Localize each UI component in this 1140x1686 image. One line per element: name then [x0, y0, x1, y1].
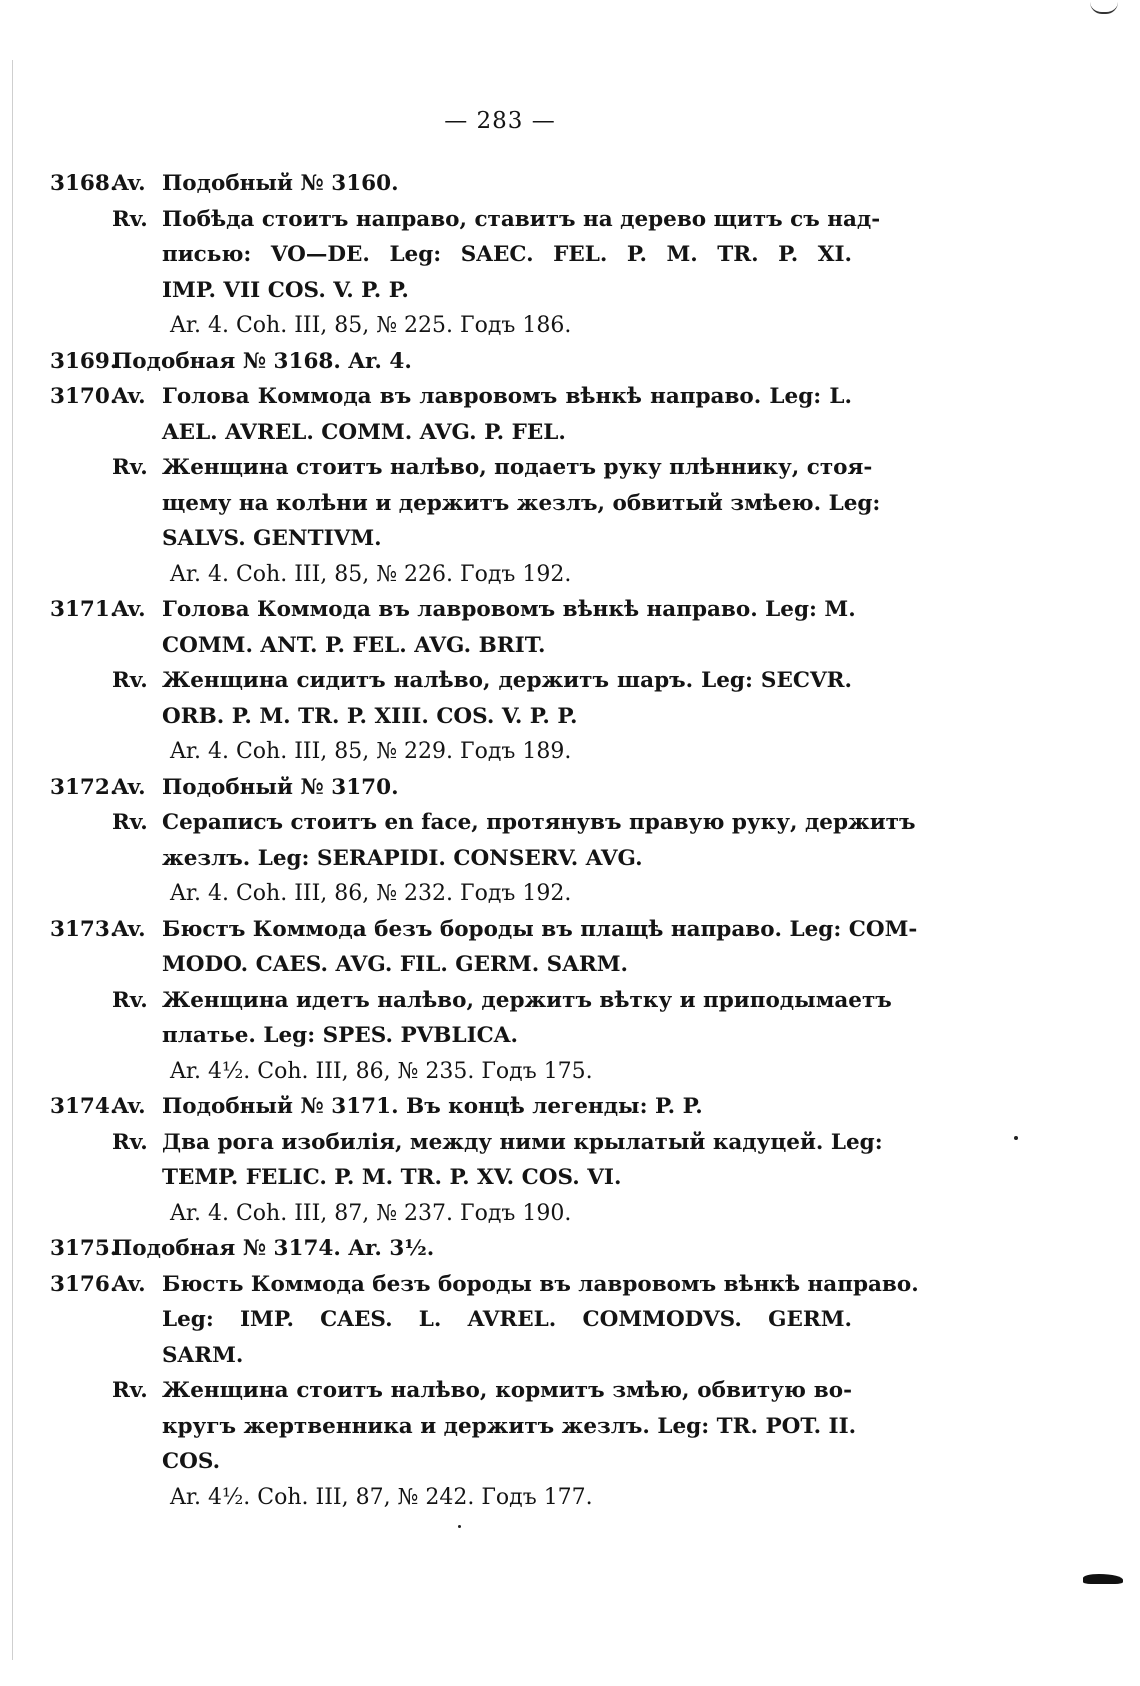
reference-text: Ar. 4. Coh. III, 85, № 225. Годъ 186. [170, 313, 572, 338]
description-text: кругъ жертвенника и держитъ жезлъ. Leg: TR. POT. II. [162, 1413, 857, 1439]
reverse-label: Rv. [112, 668, 148, 693]
description-text: Бюсть Коммода безъ бороды въ лавровомъ вѣнкѣ направо. [162, 1271, 919, 1297]
catalog-entry [50, 592, 856, 770]
catalog-entry [50, 770, 916, 912]
description-text: писью: VO—DE. Leg: SAEC. FEL. P. M. TR. P. XI. [162, 242, 852, 267]
description-text: щему на колѣни и держитъ жезлъ, обвитый змѣею. Leg: [162, 490, 881, 516]
entry-line [50, 1054, 850, 1090]
reference-text: Ar. 4. Coh. III, 87, № 237. Годъ 190. [170, 1200, 572, 1226]
description-text: Побѣда стоитъ направо, ставитъ на дерево щитъ съ над- [162, 206, 881, 232]
description-text: Женщина сидитъ налѣво, держитъ шаръ. Leg: SECVR. [162, 668, 852, 693]
catalog-entry [50, 1089, 883, 1231]
description-text: Женщина стоитъ налѣво, кормитъ змѣю, обвитую во- [162, 1378, 852, 1403]
reverse-label: Rv. [112, 987, 148, 1013]
obverse-label: Av. [112, 1271, 146, 1297]
entry-line [50, 1160, 850, 1196]
obverse-label: Av. [112, 774, 146, 800]
entry-line [50, 1373, 850, 1409]
entry-line [50, 1444, 850, 1480]
reference-text: Ar. 4. Coh. III, 85, № 226. Годъ 192. [170, 561, 572, 587]
entry-line [50, 1338, 850, 1374]
description-text: TEMP. FELIC. P. M. TR. P. XV. COS. VI. [162, 1165, 622, 1190]
description-text: Сераписъ стоитъ en face, протянувъ правую руку, держитъ [162, 810, 916, 835]
entry-number: 3174. [50, 1094, 118, 1119]
catalog-entry [50, 1231, 850, 1267]
description-text: SALVS. GENTIVM. [162, 526, 382, 551]
description-text: AEL. AVREL. COMM. AVG. P. FEL. [162, 419, 566, 445]
reverse-label: Rv. [112, 810, 148, 835]
entry-line [50, 912, 918, 948]
description-text: жезлъ. Leg: SERAPIDI. CONSERV. AVG. [162, 845, 643, 871]
entry-number: 3173. [50, 916, 118, 942]
entry-line [50, 947, 850, 983]
obverse-label: Av. [112, 1094, 146, 1119]
description-text: ORB. P. M. TR. P. XIII. COS. V. P. P. [162, 703, 578, 729]
entry-line [50, 1302, 850, 1338]
entry-line [50, 805, 916, 841]
entry-line [50, 841, 850, 877]
obverse-label: Av. [112, 597, 146, 622]
description-text: Два рога изобилія, между ними крылатый кадуцей. Leg: [162, 1129, 883, 1155]
entry-number: 3168. [50, 171, 118, 196]
entry-number: 3175. [50, 1236, 118, 1261]
description-text: COMM. ANT. P. FEL. AVG. BRIT. [162, 632, 546, 658]
description-text: Leg: IMP. CAES. L. AVREL. COMMODVS. GERM. [162, 1307, 852, 1332]
entry-line [50, 1018, 850, 1054]
description-text: Женщина идетъ налѣво, держитъ вѣтку и приподымаетъ [162, 987, 892, 1013]
reference-text: Ar. 4. Coh. III, 86, № 232. Годъ 192. [170, 881, 572, 906]
page-number: — 283 — [444, 108, 556, 134]
corner-scan-mark [1090, 0, 1118, 14]
description-text: Бюстъ Коммода безъ бороды въ плащѣ направо. Leg: COM- [162, 916, 918, 942]
description-text: SARM. [162, 1342, 244, 1368]
description-text: Голова Коммода въ лавровомъ вѣнкѣ направо. Leg: M. [162, 597, 856, 622]
description-text: Голова Коммода въ лавровомъ вѣнкѣ направо. Leg: L. [162, 384, 852, 409]
obverse-label: Av. [112, 384, 146, 409]
entry-number: 3176. [50, 1271, 118, 1297]
obverse-label: Av. [112, 171, 146, 196]
reverse-label: Rv. [112, 1378, 148, 1403]
catalog-entry [50, 1267, 919, 1516]
entry-line [50, 983, 892, 1019]
ink-speck [1014, 1136, 1018, 1140]
ink-speck [458, 1525, 461, 1528]
reverse-label: Rv. [112, 455, 148, 480]
obverse-label: Av. [112, 916, 146, 942]
entry-line [50, 344, 850, 380]
entry-line [50, 734, 850, 770]
entry-line [50, 770, 850, 806]
description-text: COS. [162, 1449, 221, 1474]
entry-line [50, 876, 850, 912]
entry-number: 3169. [50, 348, 118, 374]
entry-line [50, 699, 850, 735]
reference-text: Ar. 4½. Coh. III, 87, № 242. Годъ 177. [170, 1484, 593, 1510]
entry-line [50, 450, 873, 486]
description-text: Подобный № 3171. Въ концѣ легенды: P. P. [162, 1094, 703, 1119]
entry-line [50, 1196, 850, 1232]
catalog-entry [50, 166, 881, 344]
reference-text: Ar. 4. Coh. III, 85, № 229. Годъ 189. [170, 739, 572, 764]
entry-line [50, 1231, 850, 1267]
catalog-entry [50, 912, 918, 1090]
entry-line [50, 415, 850, 451]
entry-number: 3170. [50, 384, 118, 409]
description-text: MODO. CAES. AVG. FIL. GERM. SARM. [162, 952, 629, 977]
reverse-label: Rv. [112, 1129, 148, 1155]
reverse-label: Rv. [112, 206, 148, 232]
description-text: Подобная № 3168. Ar. 4. [112, 348, 412, 374]
entry-line [50, 1409, 857, 1445]
catalog-entry [50, 379, 881, 592]
description-text: IMP. VII COS. V. P. P. [162, 277, 409, 303]
entry-line [50, 379, 850, 415]
entry-line [50, 663, 850, 699]
description-text: Подобная № 3174. Ar. 3½. [112, 1236, 435, 1261]
entry-line [50, 237, 850, 273]
entry-number: 3172. [50, 774, 118, 800]
entry-line [50, 202, 881, 238]
entry-line [50, 273, 850, 309]
catalog-entries [50, 166, 919, 1515]
entry-line [50, 308, 850, 344]
entry-line [50, 166, 850, 202]
entry-line [50, 1089, 850, 1125]
entry-line [50, 628, 850, 664]
description-text: Женщина стоитъ налѣво, подаетъ руку плѣннику, стоя- [162, 455, 873, 480]
ink-blot [1083, 1574, 1123, 1584]
description-text: платье. Leg: SPES. PVBLICA. [162, 1023, 518, 1048]
entry-line [50, 557, 850, 593]
entry-line [50, 1267, 919, 1303]
catalog-entry [50, 344, 850, 380]
scan-margin-line [12, 60, 13, 1660]
entry-number: 3171. [50, 597, 118, 622]
reference-text: Ar. 4½. Coh. III, 86, № 235. Годъ 175. [170, 1058, 593, 1084]
entry-line [50, 486, 881, 522]
description-text: Подобный № 3160. [162, 171, 399, 196]
description-text: Подобный № 3170. [162, 774, 399, 800]
entry-line [50, 592, 856, 628]
entry-line [50, 1125, 883, 1161]
entry-line [50, 521, 850, 557]
entry-line [50, 1480, 850, 1516]
